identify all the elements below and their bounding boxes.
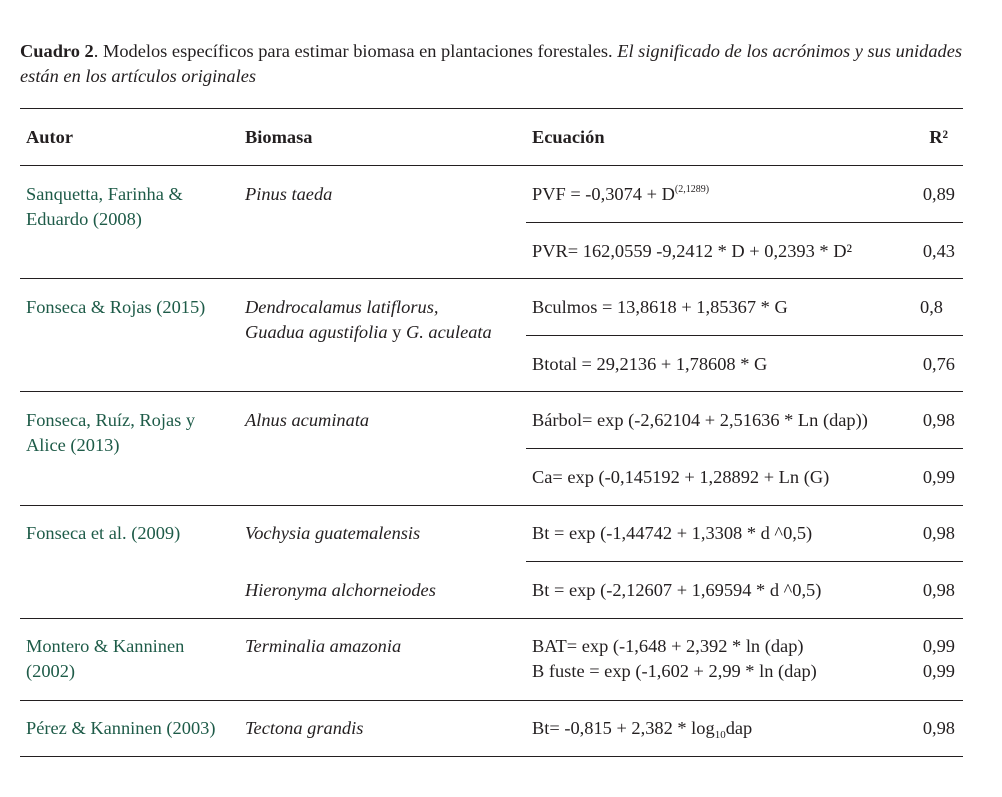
species-name: G. aculeata — [405, 322, 492, 342]
author-cell — [26, 634, 184, 684]
author-cell — [26, 182, 183, 232]
caption-label: Cuadro 2 — [20, 41, 94, 61]
biomass-cell: Alnus acuminata — [245, 410, 370, 430]
r2-cell: 0,76 — [922, 354, 955, 374]
header-biomasa: Biomasa — [245, 127, 313, 147]
r2-line: 0,99 — [922, 636, 955, 656]
caption-note: El significado de los acrónimos y sus unidades están en los artículos originales — [20, 41, 963, 86]
header-ecuacion: Ecuación — [532, 127, 605, 147]
author-line: Alice (2013) — [26, 435, 120, 455]
biomass-cell — [245, 295, 492, 345]
header-autor: Autor — [26, 127, 73, 147]
biomass-cell: Pinus taeda — [245, 184, 333, 204]
author-line: Eduardo (2008) — [26, 209, 142, 229]
r2-cell: 0,8 — [920, 297, 943, 317]
equation-cell — [532, 182, 709, 207]
row-divider — [526, 448, 963, 449]
equation-cell — [532, 716, 752, 741]
biomass-cell: Tectona grandis — [245, 718, 364, 738]
row-rule — [20, 505, 963, 506]
log-base: 10 — [714, 729, 726, 741]
row-divider — [526, 335, 963, 336]
author-line: Montero & Kanninen — [26, 636, 185, 656]
equation-cell: PVR= 162,0559 -9,2412 * D + 0,2393 * D² — [532, 241, 853, 261]
equation-cell: Bárbol= exp (-2,62104 + 2,51636 * Ln (dap)) — [532, 410, 868, 430]
equation-line: B fuste = exp (-1,602 + 2,99 * ln (dap) — [532, 661, 817, 681]
header-r2: R² — [929, 127, 948, 147]
equation-cell: Ca= exp (-0,145192 + 1,28892 + Ln (G) — [532, 467, 830, 487]
r2-cell: 0,98 — [922, 410, 955, 430]
r2-cell: 0,43 — [922, 241, 955, 261]
biomass-cell: Vochysia guatemalensis — [245, 523, 421, 543]
r2-cell: 0,89 — [922, 184, 955, 204]
header-rule — [20, 165, 963, 166]
author-line: Sanquetta, Farinha & — [26, 184, 183, 204]
r2-cell: 0,99 — [922, 467, 955, 487]
row-divider — [526, 222, 963, 223]
biomass-line: Dendrocalamus latiflorus, — [245, 297, 439, 317]
biomass-cell: Hieronyma alchorneiodes — [245, 580, 436, 600]
equation-text: dap — [725, 718, 753, 738]
table-caption — [20, 39, 980, 89]
biomass-cell: Terminalia amazonia — [245, 636, 402, 656]
equation-text: PVF = -0,3074 + D — [532, 184, 675, 204]
equation-cell: Bt = exp (-1,44742 + 1,3308 * d ^0,5) — [532, 523, 813, 543]
author-line: Fonseca, Ruíz, Rojas y — [26, 410, 196, 430]
r2-cell: 0,98 — [922, 523, 955, 543]
author-cell: Pérez & Kanninen (2003) — [26, 718, 216, 738]
equation-cell: Bculmos = 13,8618 + 1,85367 * G — [532, 297, 788, 317]
equation-line: BAT= exp (-1,648 + 2,392 * ln (dap) — [532, 636, 804, 656]
equation-cell — [532, 634, 817, 684]
conjunction: y — [387, 322, 406, 342]
r2-cell — [895, 634, 955, 684]
biomass-line — [245, 320, 492, 345]
table-bottom-rule — [20, 756, 963, 757]
author-cell: Fonseca et al. (2009) — [26, 523, 181, 543]
r2-cell: 0,98 — [922, 580, 955, 600]
r2-cell: 0,98 — [922, 718, 955, 738]
r2-line: 0,99 — [922, 661, 955, 681]
author-line: (2002) — [26, 661, 76, 681]
row-rule — [20, 700, 963, 701]
author-cell: Fonseca & Rojas (2015) — [26, 297, 206, 317]
row-rule — [20, 278, 963, 279]
species-name: Guadua agustifolia — [245, 322, 388, 342]
equation-exponent: (2,1289) — [674, 184, 710, 195]
author-cell — [26, 408, 195, 458]
equation-text: Bt= -0,815 + 2,382 * log — [532, 718, 715, 738]
table-top-rule — [20, 108, 963, 109]
equation-cell: Bt = exp (-2,12607 + 1,69594 * d ^0,5) — [532, 580, 822, 600]
caption-text: . Modelos específicos para estimar biomasa en plantaciones forestales. — [93, 41, 618, 61]
row-rule — [20, 391, 963, 392]
row-divider — [526, 561, 963, 562]
row-rule — [20, 618, 963, 619]
equation-cell: Btotal = 29,2136 + 1,78608 * G — [532, 354, 768, 374]
